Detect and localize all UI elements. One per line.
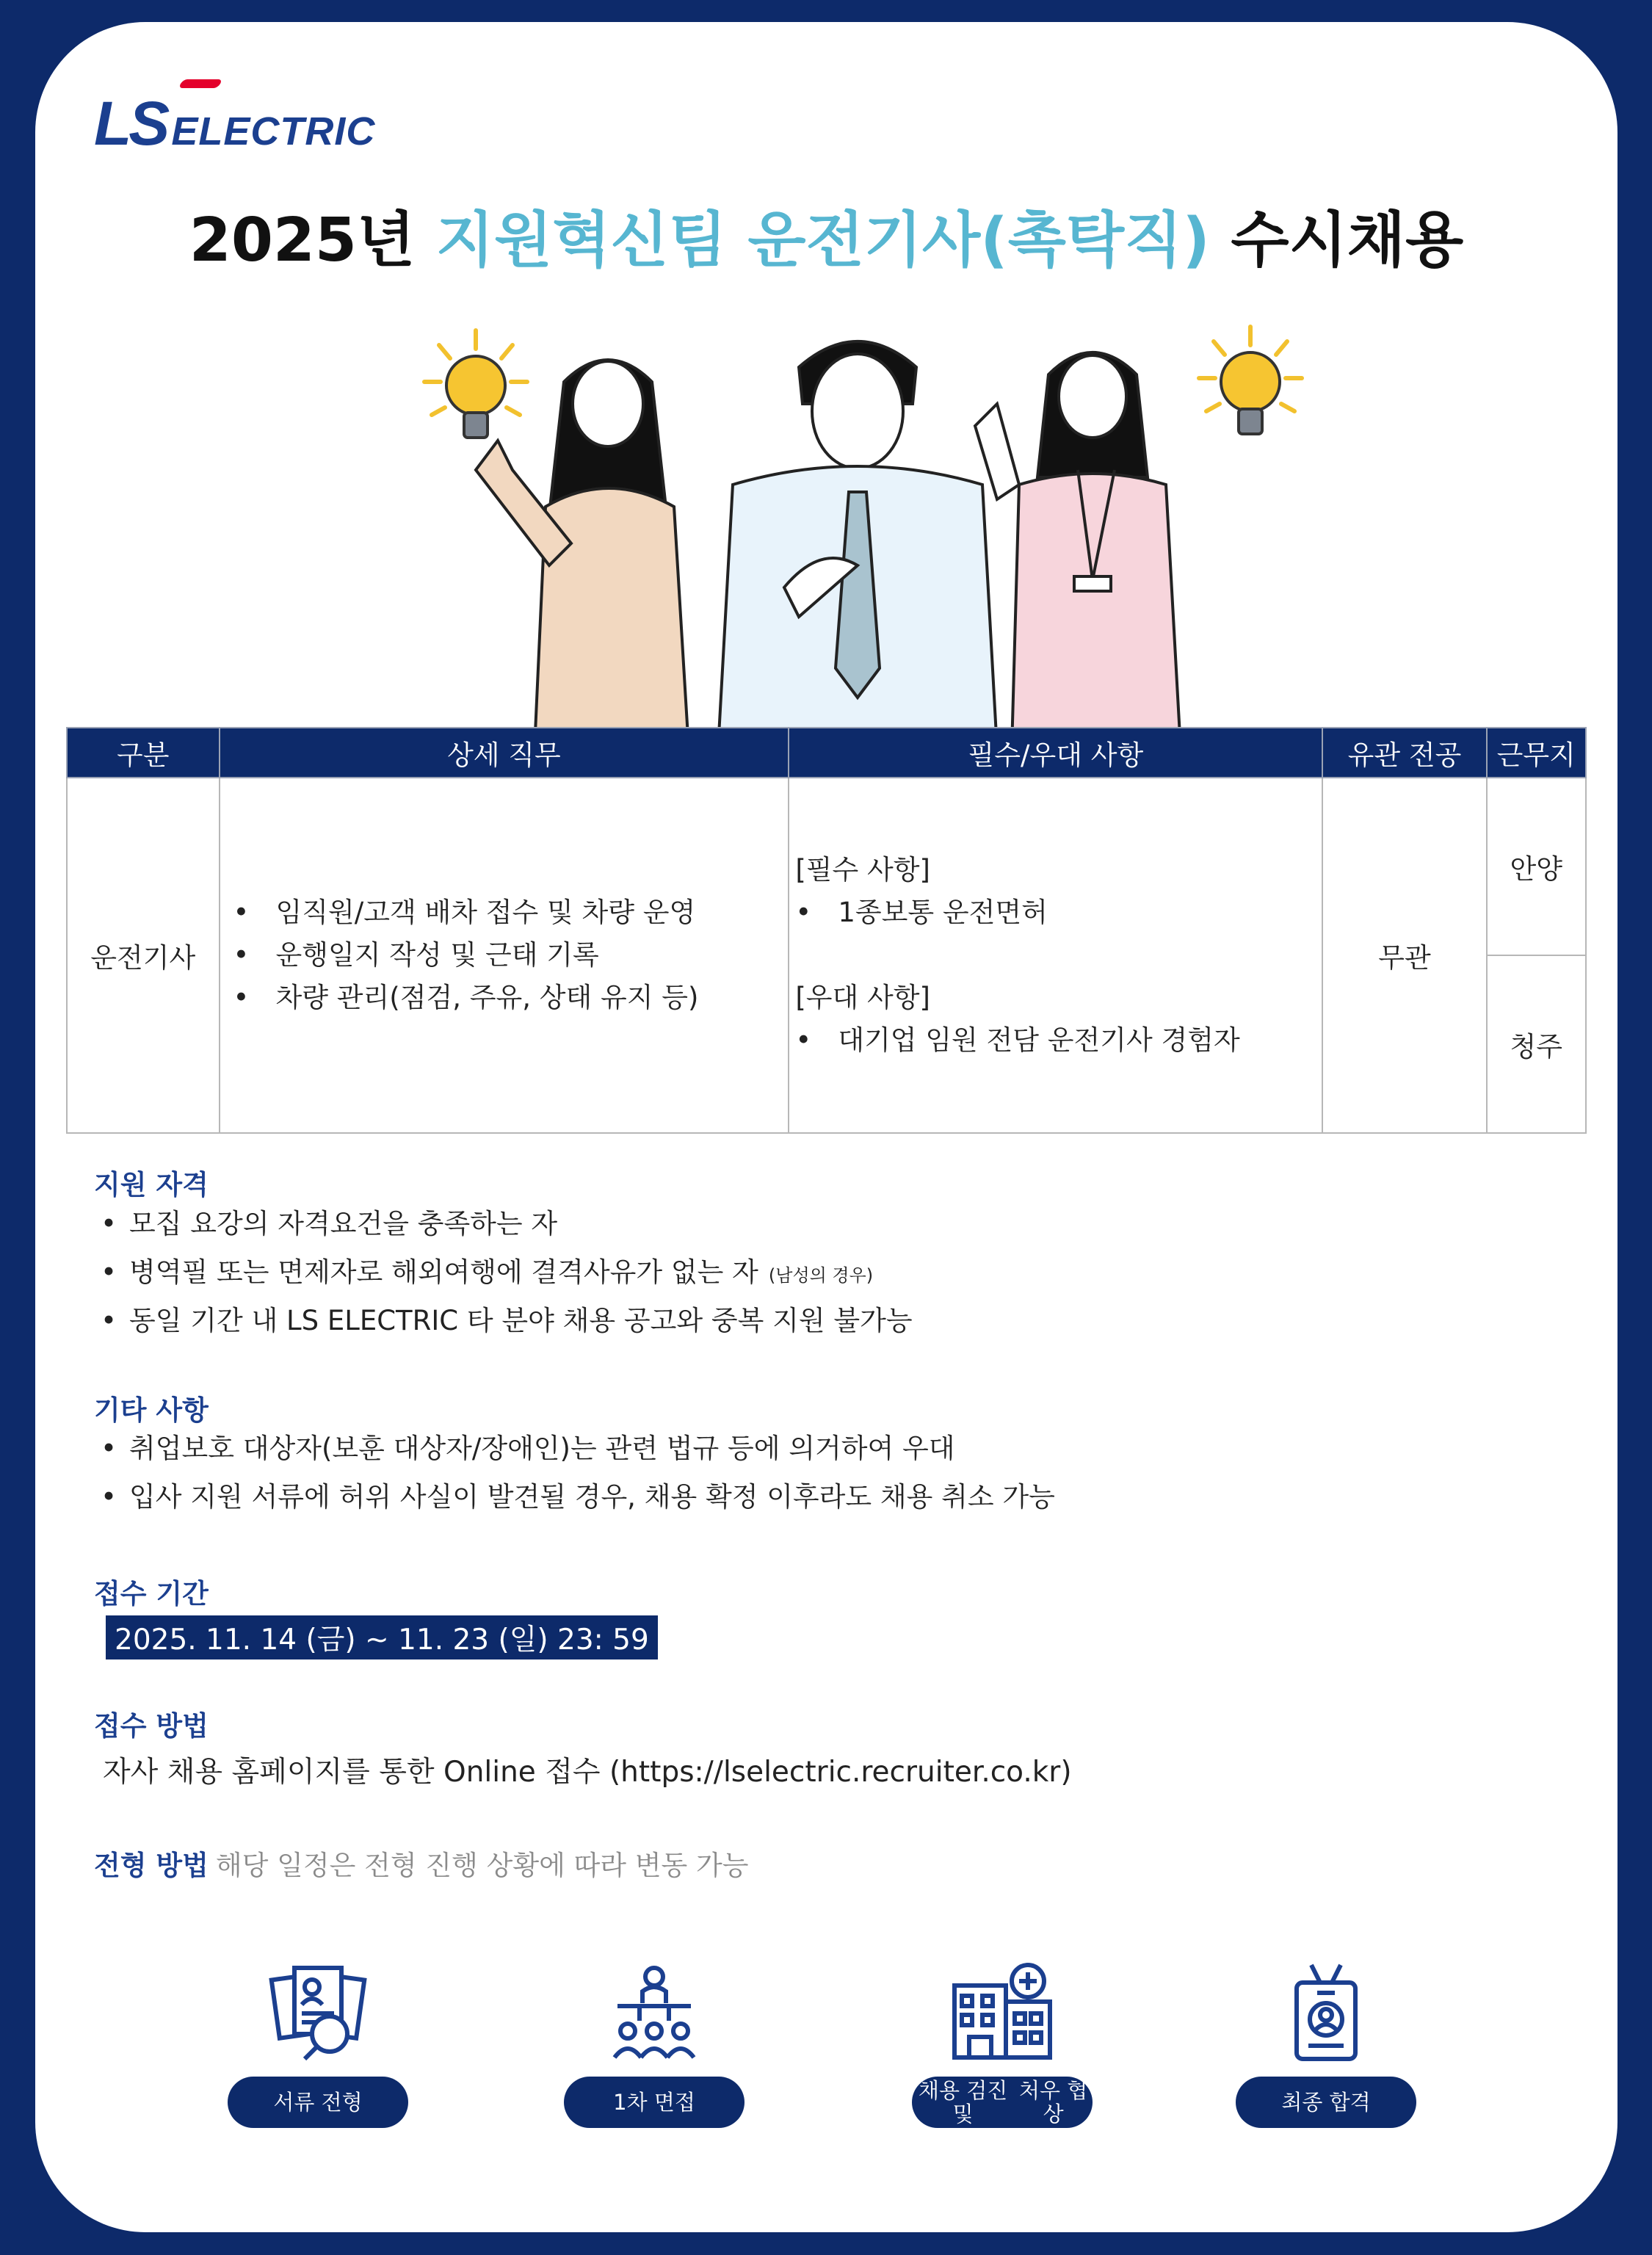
- list-item: • 동일 기간 내 LS ELECTRIC 타 분야 채용 공고와 중복 지원 불가능: [101, 1305, 913, 1336]
- qualification-list: [94, 1200, 913, 1345]
- process-step: [228, 1961, 408, 2128]
- poster-card: [35, 22, 1617, 2232]
- woman-right-figure: [975, 352, 1181, 749]
- division-cell: 운전기사: [67, 778, 220, 1133]
- job-table: [66, 727, 1587, 1134]
- list-item: • 입사 지원 서류에 허위 사실이 발견될 경우, 채용 확정 이후라도 채용 취소 가능: [101, 1481, 1055, 1513]
- header-division: 구분: [67, 728, 220, 778]
- process-step: [564, 1961, 745, 2128]
- requirements-cell: [789, 778, 1322, 1133]
- header-requirements: 필수/우대 사항: [789, 728, 1322, 778]
- hospital-icon: [947, 1961, 1057, 2063]
- table-header-row: [67, 728, 1586, 778]
- list-item: • 대기업 임원 전담 운전기사 경험자: [795, 1024, 1240, 1056]
- header-major: 유관 전공: [1322, 728, 1486, 778]
- process-heading: 전형 방법 해당 일정은 전형 진행 상황에 따라 변동 가능: [94, 1850, 749, 1881]
- logo-red-mark: [178, 79, 223, 88]
- interview-icon: [603, 1961, 706, 2063]
- method-value: 자사 채용 홈페이지를 통한 Online 접수 (https://lselectric.recruiter.co.kr): [103, 1756, 1072, 1789]
- team-illustration: [388, 323, 1305, 749]
- lightbulb-icon-left: [424, 330, 527, 438]
- preferred-title: [우대 사항]: [795, 982, 930, 1013]
- step-button: 채용 검진 및 처우 협상: [912, 2077, 1093, 2128]
- list-item: • 1종보통 운전면허: [795, 897, 1048, 928]
- table-row: [67, 778, 1586, 955]
- period-heading: 접수 기간: [94, 1578, 209, 1610]
- process-step: [1236, 1961, 1416, 2128]
- step-button: 최종 합격: [1236, 2077, 1416, 2128]
- list-item: • 취업보호 대상자(보훈 대상자/장애인)는 관련 법규 등에 의거하여 우대: [101, 1433, 955, 1464]
- etc-heading: 기타 사항: [94, 1394, 209, 1426]
- woman-left-figure: [476, 360, 689, 749]
- header-duties: 상세 직무: [220, 728, 789, 778]
- list-item: • 모집 요강의 자격요건을 충족하는 자: [101, 1208, 558, 1239]
- process-step: [912, 1961, 1093, 2128]
- man-center-figure: [718, 341, 997, 749]
- list-item: • 병역필 또는 면제자로 해외여행에 결격사유가 없는 자 (남성의 경우): [101, 1256, 874, 1288]
- step-button: 서류 전형: [228, 2077, 408, 2128]
- document-review-icon: [267, 1961, 369, 2063]
- list-item: • 운행일지 작성 및 근태 기록: [233, 939, 599, 971]
- method-heading: 접수 방법: [94, 1710, 209, 1742]
- location-cell: 안양: [1487, 778, 1586, 955]
- etc-list: [94, 1425, 1055, 1521]
- major-cell: 무관: [1322, 778, 1486, 1133]
- period-value: 2025. 11. 14 (금) ~ 11. 23 (일) 23: 59: [106, 1615, 658, 1659]
- page-title: 2025년 지원혁신팀 운전기사(촉탁직) 수시채용: [189, 206, 1464, 275]
- list-item: • 차량 관리(점검, 주유, 상태 유지 등): [233, 982, 699, 1013]
- list-item: • 임직원/고객 배차 접수 및 차량 운영: [233, 897, 696, 928]
- step-button: 1차 면접: [564, 2077, 745, 2128]
- qualification-heading: 지원 자격: [94, 1169, 209, 1201]
- header-location: 근무지: [1487, 728, 1586, 778]
- duties-cell: [220, 778, 789, 1133]
- lightbulb-icon-right: [1199, 327, 1302, 434]
- location-cell: 청주: [1487, 955, 1586, 1133]
- ls-electric-logo: LS ELECTRIC: [94, 73, 375, 154]
- required-title: [필수 사항]: [795, 854, 930, 886]
- id-badge-icon: [1275, 1961, 1377, 2063]
